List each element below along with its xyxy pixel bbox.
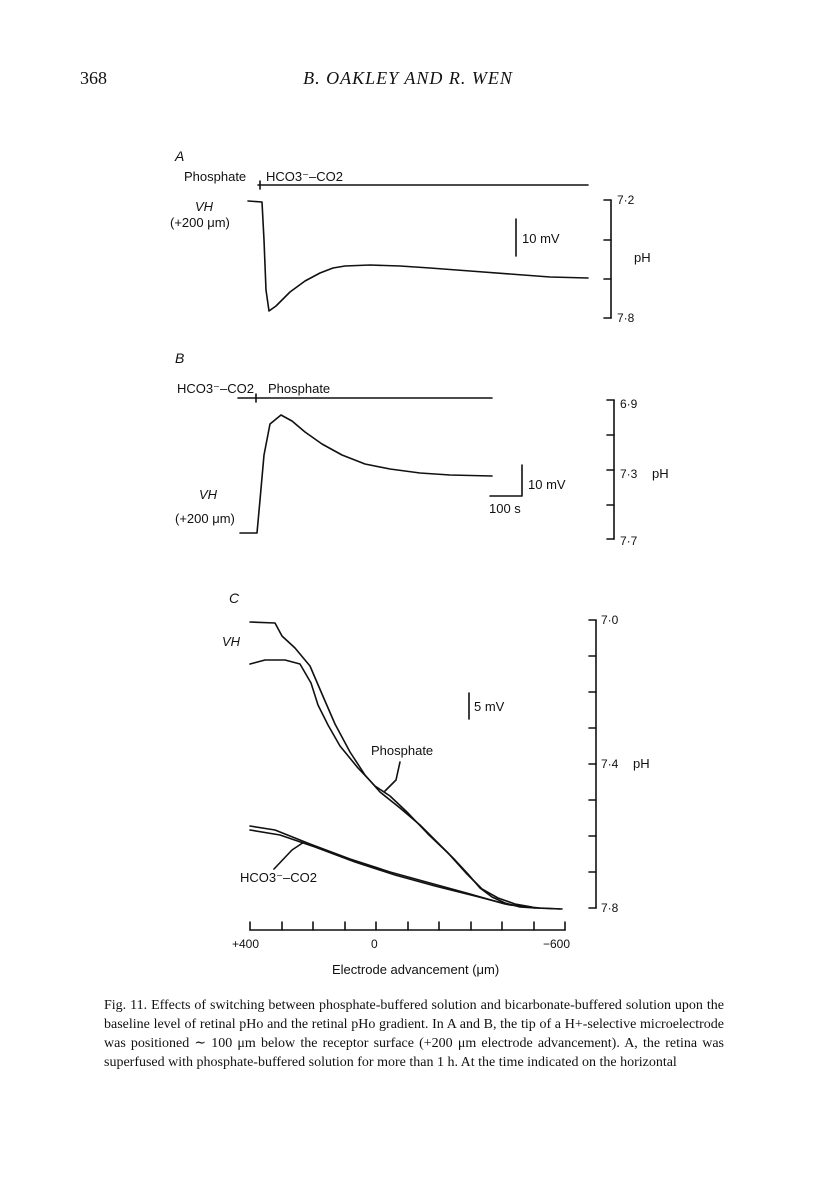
panel-b-trace-label: VH: [199, 487, 218, 502]
panel-a-ph-tick-bottom: 7·8: [617, 311, 635, 325]
panel-b-ph-tick-top: 6·9: [620, 397, 638, 411]
figure-caption: [104, 996, 724, 1072]
panel-b-scale-time: 100 s: [489, 501, 521, 516]
panel-a-vh-trace: [248, 201, 588, 311]
panel-c-phosphate-pointer: [385, 762, 400, 791]
panel-a-bar-right-label: HCO3⁻–CO2: [266, 169, 343, 184]
panel-c-ph-tick-middle: 7·4: [601, 757, 619, 771]
panel-b-bar-right-label: Phosphate: [268, 381, 331, 396]
panel-b-ph-tick-bottom: 7·7: [620, 534, 638, 548]
panel-b-label: B: [175, 350, 185, 366]
panel-a-trace-label: VH: [195, 199, 214, 214]
panel-c-x-tick-zero: 0: [371, 937, 378, 951]
panel-c-x-axis: [250, 922, 565, 930]
panel-a-ph-axis: [604, 200, 611, 318]
panel-b-trace-position: (+200 μm): [175, 511, 235, 526]
panel-c-bicarbonate-label: HCO3⁻–CO2: [240, 870, 317, 885]
panel-a-ph-unit: pH: [634, 250, 651, 265]
panel-a-ph-tick-top: 7·2: [617, 193, 635, 207]
panel-b-scale-voltage: 10 mV: [528, 477, 566, 492]
panel-c-trace-label: VH: [222, 634, 241, 649]
panel-a-scale-voltage: 10 mV: [522, 231, 560, 246]
panel-c-ph-tick-top: 7·0: [601, 613, 619, 627]
panel-b-bar-left-label: HCO3⁻–CO2: [177, 381, 254, 396]
panel-c-ph-unit: pH: [633, 756, 650, 771]
running-header-authors: B. OAKLEY AND R. WEN: [303, 68, 513, 88]
panel-a-bar-left-label: Phosphate: [184, 169, 247, 184]
panel-c-phosphate-curve-1: [250, 622, 535, 908]
panel-b-ph-tick-middle: 7·3: [620, 467, 638, 481]
panel-c-x-axis-label: Electrode advancement (μm): [332, 962, 500, 977]
panel-b-vh-trace: [240, 415, 492, 533]
panel-b-ph-axis: [607, 400, 614, 539]
panel-b-ph-unit: pH: [652, 466, 669, 481]
panel-c-label: C: [229, 590, 240, 606]
page-number: 368: [80, 68, 107, 88]
panel-c-ph-axis: [589, 620, 596, 908]
panel-a-label: A: [175, 148, 185, 164]
panel-c-bicarbonate-curve-1: [250, 826, 560, 909]
panel-c-bicarbonate-pointer: [274, 842, 304, 869]
panel-c-scale-voltage: 5 mV: [474, 699, 505, 714]
panel-c-phosphate-label: Phosphate: [371, 743, 434, 758]
panel-c-x-tick-left: +400: [232, 937, 260, 951]
panel-c-x-tick-right: −600: [543, 937, 571, 951]
panel-c-ph-tick-bottom: 7·8: [601, 901, 619, 915]
panel-a-trace-position: (+200 μm): [170, 215, 230, 230]
panel-b-scale-bar: [490, 465, 522, 496]
figure-caption-text: Fig. 11. Effects of switching between phosphate-buffered solution and bicarbonate-buffered solution upon the baseline level of retinal pHo and the retinal pHo gradient. In A and B, the tip of a H+-selective microelectrode was positioned ∼ 100 μm below the receptor surface (+200 μm electrode advancement). A, the retina was superfused with phosphate-buffered solution for more than 1 h. At the time indicated on the horizontal: [104, 998, 724, 1070]
